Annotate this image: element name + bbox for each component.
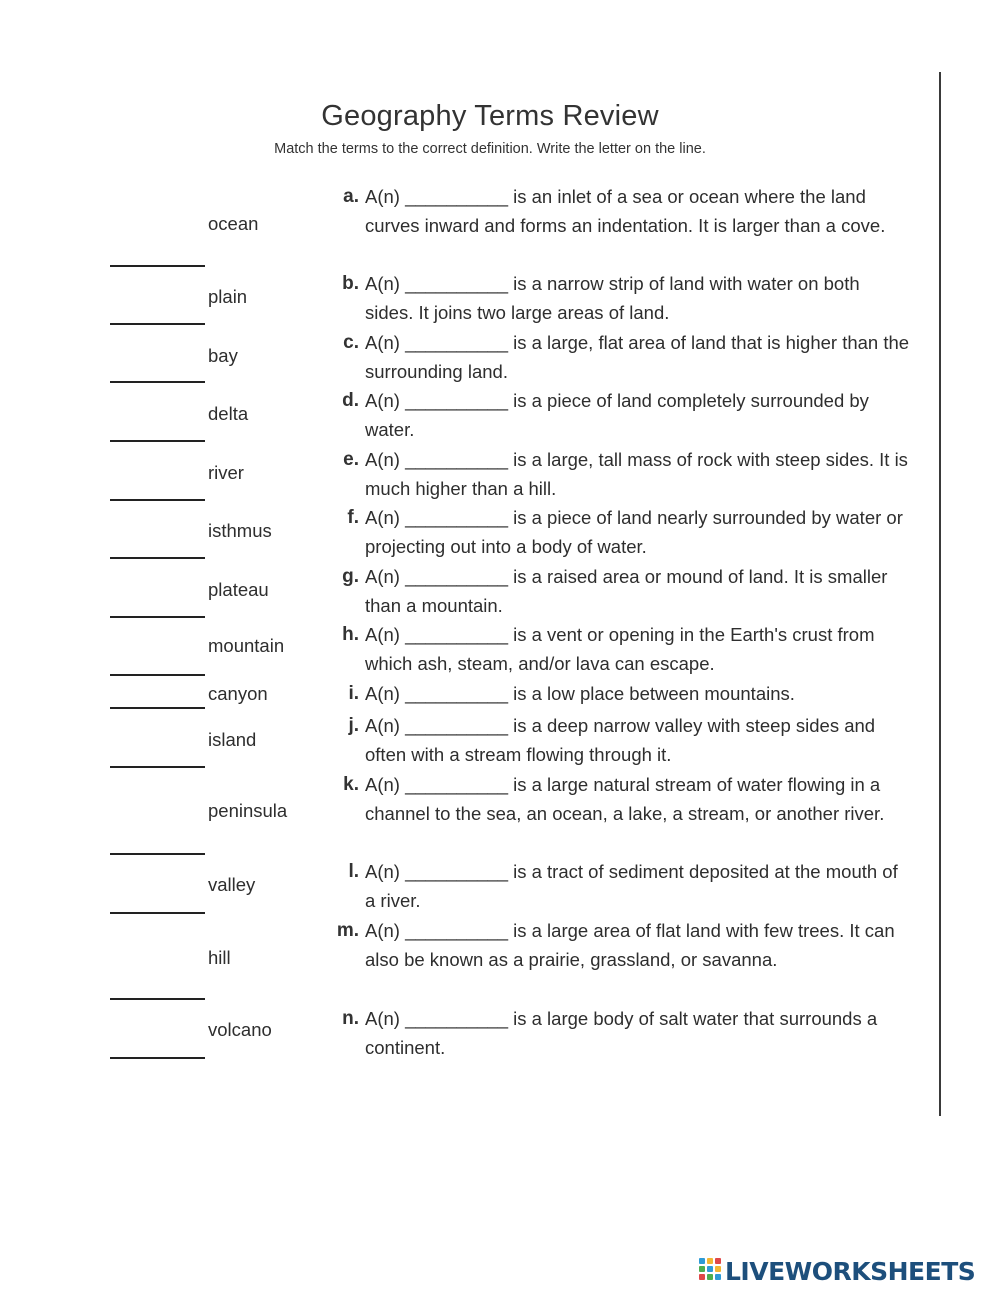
definition-k: A(n) __________ is a large natural stream of water flowing in a channel to the sea, an ocean, a lake, a stream, or another river.	[365, 774, 885, 825]
term-plain: plain	[208, 286, 248, 307]
definition-letter-g: g.	[342, 566, 359, 587]
definition-f: A(n) __________ is a piece of land nearly surrounded by water or projecting out into a body of water.	[365, 507, 903, 558]
answer-blank-peninsula[interactable]	[110, 853, 205, 855]
term-ocean: ocean	[208, 213, 259, 234]
definition-g: A(n) __________ is a raised area or mound of land. It is smaller than a mountain.	[365, 566, 888, 617]
worksheet-instructions: Match the terms to the correct definition. Write the letter on the line.	[274, 141, 706, 157]
definition-a: A(n) __________ is an inlet of a sea or ocean where the land curves inward and forms an indentation. It is larger than a cove.	[365, 186, 886, 237]
answer-blank-ocean[interactable]	[110, 265, 205, 267]
answer-blank-river[interactable]	[110, 499, 205, 501]
answer-blank-delta[interactable]	[110, 440, 205, 442]
definition-d: A(n) __________ is a piece of land completely surrounded by water.	[365, 390, 869, 441]
definition-letter-n: n.	[342, 1008, 359, 1029]
definition-h: A(n) __________ is a vent or opening in the Earth's crust from which ash, steam, and/or lava can escape.	[365, 624, 875, 675]
term-valley: valley	[208, 874, 256, 895]
definition-letter-m: m.	[336, 920, 359, 941]
brand-name: LIVEWORKSHEETS	[725, 1256, 976, 1286]
answer-blank-hill[interactable]	[110, 998, 205, 1000]
term-hill: hill	[208, 947, 231, 968]
answer-blank-plateau[interactable]	[110, 616, 205, 618]
answer-blank-isthmus[interactable]	[110, 557, 205, 559]
answer-blank-island[interactable]	[110, 766, 205, 768]
answer-blank-valley[interactable]	[110, 912, 205, 914]
definition-e: A(n) __________ is a large, tall mass of rock with steep sides. It is much higher than a hill.	[365, 449, 908, 500]
term-island: island	[208, 729, 257, 750]
definition-j: A(n) __________ is a deep narrow valley with steep sides and often with a stream flowing through it.	[365, 715, 876, 766]
definition-letter-d: d.	[342, 390, 359, 411]
answer-blank-mountain[interactable]	[110, 674, 205, 676]
definition-letter-h: h.	[342, 624, 359, 645]
liveworksheets-logo-icon	[698, 1257, 722, 1285]
term-volcano: volcano	[208, 1019, 272, 1040]
term-mountain: mountain	[208, 635, 285, 656]
answer-blank-plain[interactable]	[110, 323, 205, 325]
page-margin-rule	[939, 72, 941, 1116]
definition-b: A(n) __________ is a narrow strip of land with water on both sides. It joins two large areas of land.	[365, 273, 860, 324]
definition-letter-j: j.	[348, 715, 359, 736]
term-delta: delta	[208, 403, 249, 424]
answer-blank-canyon[interactable]	[110, 707, 205, 709]
definition-letter-c: c.	[343, 332, 359, 353]
term-peninsula: peninsula	[208, 800, 288, 821]
definition-letter-b: b.	[342, 273, 359, 294]
liveworksheets-brand	[698, 1255, 975, 1287]
answer-blank-bay[interactable]	[110, 381, 205, 383]
definition-i: A(n) __________ is a low place between mountains.	[365, 683, 795, 704]
definition-letter-f: f.	[347, 507, 359, 528]
definition-n: A(n) __________ is a large body of salt water that surrounds a continent.	[365, 1008, 878, 1059]
definition-letter-a: a.	[343, 186, 359, 207]
definition-letter-i: i.	[348, 683, 359, 704]
definition-letter-l: l.	[348, 861, 359, 882]
term-river: river	[208, 462, 244, 483]
term-bay: bay	[208, 345, 238, 366]
definition-letter-k: k.	[343, 774, 359, 795]
term-canyon: canyon	[208, 683, 268, 704]
term-isthmus: isthmus	[208, 520, 272, 541]
definition-c: A(n) __________ is a large, flat area of land that is higher than the surrounding land.	[365, 332, 910, 383]
definition-l: A(n) __________ is a tract of sediment deposited at the mouth of a river.	[365, 861, 898, 912]
worksheet-title: Geography Terms Review	[321, 100, 659, 132]
answer-blank-volcano[interactable]	[110, 1057, 205, 1059]
definition-m: A(n) __________ is a large area of flat land with few trees. It can also be known as a prairie, grassland, or savanna.	[365, 920, 895, 971]
definition-letter-e: e.	[343, 449, 359, 470]
term-plateau: plateau	[208, 579, 269, 600]
